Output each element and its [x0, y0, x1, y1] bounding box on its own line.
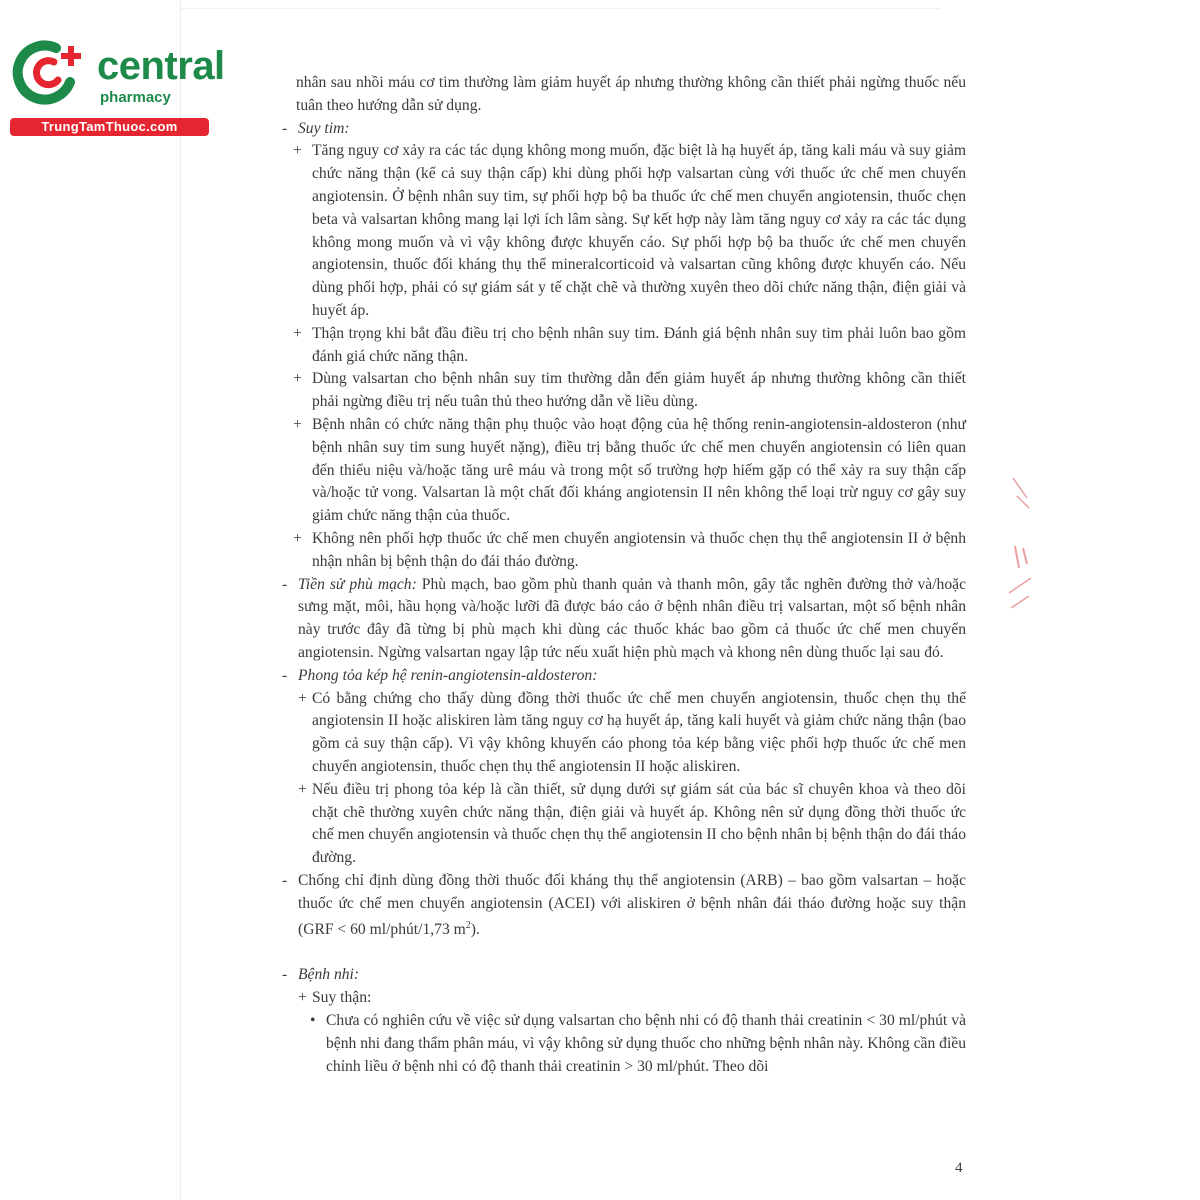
list-item-text: Chưa có nghiên cứu về việc sử dụng valsartan cho bệnh nhi có độ thanh thải creatinin < 30 ml/phút và bệnh nhi đang thẩm phân máu, vì vậy không sử dụng thuốc cho những bệnh nhân này. Không cần điều chỉnh liều ở bệnh nhi có độ thanh thải creatinin > 30 ml/phút. Theo dõi [326, 1012, 966, 1075]
list-item-text: Nếu điều trị phong tỏa kép là cần thiết, sử dụng dưới sự giám sát của bác sĩ chuyên khoa và theo dõi chặt chẽ thường xuyên chức năng thận, điện giải và huyết áp. Không nên sử dụng đồng thời thuốc ức chế men chuyển angiotensin và thuốc chẹn thụ thể angiotensin II cho bệnh nhân bị bệnh thận do đái tháo đường. [312, 780, 966, 867]
sub-heading: Suy thận: [312, 989, 372, 1007]
plus-marker: + [293, 370, 302, 388]
logo-site-banner: TrungTamThuoc.com [10, 118, 209, 136]
list-item [280, 528, 966, 574]
section-heading: Tiền sử phù mạch: [298, 575, 417, 593]
dash-marker: - [282, 966, 288, 984]
list-item [280, 368, 966, 414]
list-item [280, 1010, 966, 1078]
section-pediatric [280, 964, 966, 987]
list-item-text: Bệnh nhân có chức năng thận phụ thuộc vào hoạt động của hệ thống renin-angiotensin-aldosteron (như bệnh nhân suy tim sung huyết nặng), điều trị bằng thuốc ức chế men chuyển angiotensin có liên quan đến thiểu niệu và/hoặc tăng urê máu và trong một số trường hợp hiếm gặp có thể xảy ra suy thận cấp và/hoặc tử vong. Valsartan là một chất đối kháng angiotensin II nên không thể loại trừ nguy cơ gây suy giảm chức năng thận của thuốc. [312, 415, 966, 525]
page-number: 4 [955, 1160, 963, 1176]
document-body [280, 72, 966, 1078]
section-heading: Suy tim: [298, 119, 350, 137]
plus-marker: + [298, 780, 307, 798]
section-heading: Phong tỏa kép hệ renin-angiotensin-aldosteron: [298, 666, 598, 684]
page-edge [180, 0, 181, 1200]
contraindication-text-end: ). [470, 921, 480, 939]
bullet-marker: • [310, 1012, 316, 1030]
section-angioedema [280, 574, 966, 665]
stamp-mark-icon [1005, 468, 1035, 618]
dash-marker: - [282, 119, 288, 137]
section-contraindication [280, 870, 966, 943]
section-text: Phù mạch, bao gồm phù thanh quản và thanh môn, gây tắc nghẽn đường thở và/hoặc sưng mặt, môi, hầu họng và/hoặc lưỡi đã được báo cáo ở bệnh nhân điều trị valsartan, một số bệnh nhân này trước đây đã từng bị phù mạch khi dùng các thuốc khác bao gồm cả thuốc ức chế men chuyển angiotensin. Ngừng valsartan ngay lập tức nếu xuất hiện phù mạch và khong nên dùng thuốc lại sau đó. [298, 575, 966, 661]
sub-heading-row [280, 987, 966, 1010]
scan-top-line [180, 8, 940, 9]
intro-paragraph: nhân sau nhồi máu cơ tim thường làm giảm huyết áp nhưng thường không cần thiết phải ngừng thuốc nếu tuân theo hướng dẫn sử dụng. [296, 74, 966, 114]
list-item [280, 688, 966, 779]
list-item [280, 779, 966, 870]
contraindication-text: Chống chỉ định dùng đồng thời thuốc đối kháng thụ thể angiotensin (ARB) – bao gồm valsartan – hoặc thuốc ức chế men chuyển angiotensin (ACEI) với aliskiren ở bệnh nhân đái tháo đường hoặc suy thận (GRF < 60 ml/phút/1,73 m [298, 871, 966, 939]
plus-marker: + [298, 989, 307, 1007]
dash-marker: - [282, 575, 288, 593]
plus-marker: + [293, 529, 302, 547]
section-dual-blockade [280, 665, 966, 688]
spacer [280, 942, 966, 964]
list-item-text: Có bằng chứng cho thấy dùng đồng thời thuốc ức chế men chuyển angiotensin, thuốc chẹn thụ thể angiotensin II hoặc aliskiren làm tăng nguy cơ hạ huyết áp, tăng kali huyết và giảm chức năng thận (bao gồm cả suy thận cấp). Vì vậy không khuyến cáo phong tỏa kép bằng việc phối hợp thuốc ức chế men chuyển angiotensin, thuốc chẹn thụ thể angiotensin II hoặc aliskiren. [312, 689, 966, 775]
section-heading: Bệnh nhi: [298, 966, 360, 984]
list-item [280, 140, 966, 322]
logo-subtitle: pharmacy [100, 89, 171, 106]
list-item-text: Tăng nguy cơ xảy ra các tác dụng không mong muốn, đặc biệt là hạ huyết áp, tăng kali máu và suy giảm chức năng thận (kể cả suy thận cấp) khi dùng phối hợp valsartan cùng với thuốc ức chế men chuyển angiotensin. Ở bệnh nhân suy tim, sự phối hợp bộ ba thuốc ức chế men chuyển angiotensin, thuốc chẹn beta và valsartan không mang lại lợi ích lâm sàng. Sự kết hợp này làm tăng nguy cơ xảy ra các tác dụng không mong muốn và vì vậy không được khuyến cáo. Sự phối hợp bộ ba thuốc ức chế men chuyển angiotensin, thuốc đối kháng thụ thể mineralcorticoid và valsartan cũng không được khuyến cáo. Nếu dùng phối hợp, phải có sự giám sát y tế chặt chẽ và thường xuyên theo dõi chức năng thận, điện giải và huyết áp. [312, 142, 966, 319]
section-heart-failure [280, 118, 966, 141]
logo-name: central [97, 44, 225, 88]
plus-marker: + [298, 689, 307, 707]
central-pharmacy-logo[interactable] [10, 38, 225, 138]
list-item [280, 414, 966, 528]
plus-marker: + [293, 415, 302, 433]
list-item-text: Không nên phối hợp thuốc ức chế men chuyển angiotensin và thuốc chẹn thụ thể angiotensin II ở bệnh nhận nhân bị bệnh thận do đái tháo đường. [312, 529, 966, 570]
plus-marker: + [293, 324, 302, 342]
logo-mark-icon [10, 38, 90, 108]
superscript: 2 [465, 920, 471, 932]
list-item-text: Thận trọng khi bắt đầu điều trị cho bệnh nhân suy tim. Đánh giá bệnh nhân suy tim phải luôn bao gồm đánh giá chức năng thận. [312, 324, 966, 365]
plus-marker: + [293, 142, 302, 160]
dash-marker: - [282, 871, 288, 889]
list-item-text: Dùng valsartan cho bệnh nhân suy tim thường dẫn đến giảm huyết áp nhưng thường không cần thiết phải ngừng điều trị nếu tuân thủ theo hướng dẫn về liều dùng. [312, 370, 966, 411]
list-item [280, 323, 966, 369]
dash-marker: - [282, 666, 288, 684]
